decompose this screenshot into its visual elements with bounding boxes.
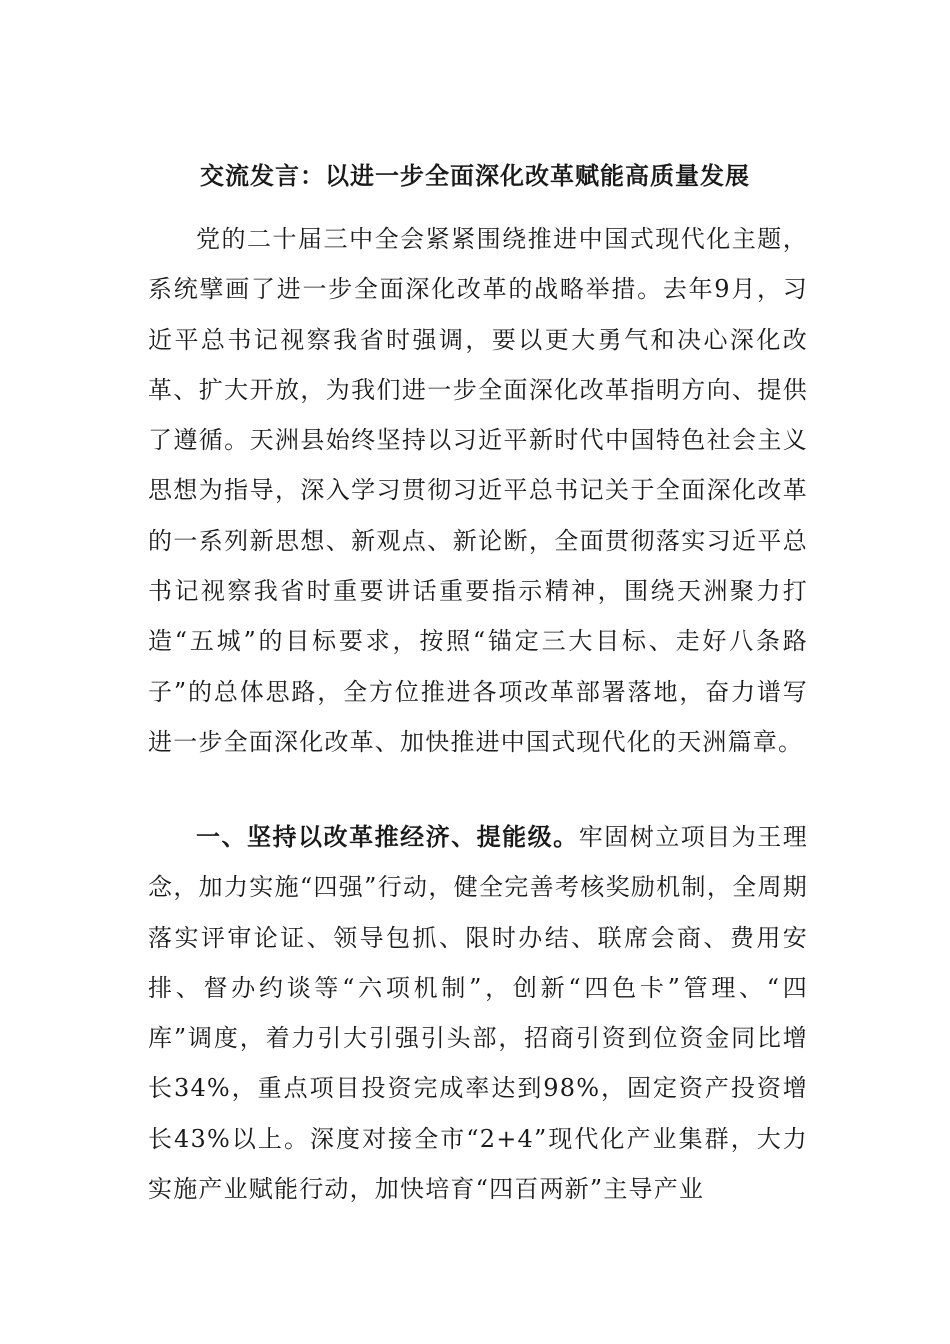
paragraph-intro: 党的二十届三中全会紧紧围绕推进中国式现代化主题，系统擘画了进一步全面深化改革的战略举措。去年9月，习近平总书记视察我省时强调，要以更大勇气和决心深化改革、扩大开放，为我们进一步全面深化改革指明方向、提供了遵循。天洲县始终坚持以习近平新时代中国特色社会主义思想为指导，深入学习贯彻习近平总书记关于全面深化改革的一系列新思想、新观点、新论断，全面贯彻落实习近平总书记视察我省时重要讲话重要指示精神，围绕天洲聚力打造“五城”的目标要求，按照“锚定三大目标、走好八条路子”的总体思路，全方位推进各项改革部署落地，奋力谱写进一步全面深化改革、加快推进中国式现代化的天洲篇章。: [148, 225, 808, 756]
document-title: 交流发言：以进一步全面深化改革赋能高质量发展: [200, 161, 750, 190]
section-body: 牢固树立项目为王理念，加力实施“四强”行动，健全完善考核奖励机制，全周期落实评审论证、领导包抓、限时办结、联席会商、费用安排、督办约谈等“六项机制”，创新“四色卡”管理、“四库”调度，着力引大引强引头部，招商引资到位资金同比增长34%，重点项目投资完成率达到98%，固定资产投资增长43%以上。深度对接全市“2+4”现代化产业集群，大力实施产业赋能行动，加快培育“四百两新”主导产业: [148, 823, 808, 1204]
section-heading: 一、坚持以改革推经济、提能级。: [196, 822, 579, 851]
paragraph-section-one: [148, 812, 808, 1214]
